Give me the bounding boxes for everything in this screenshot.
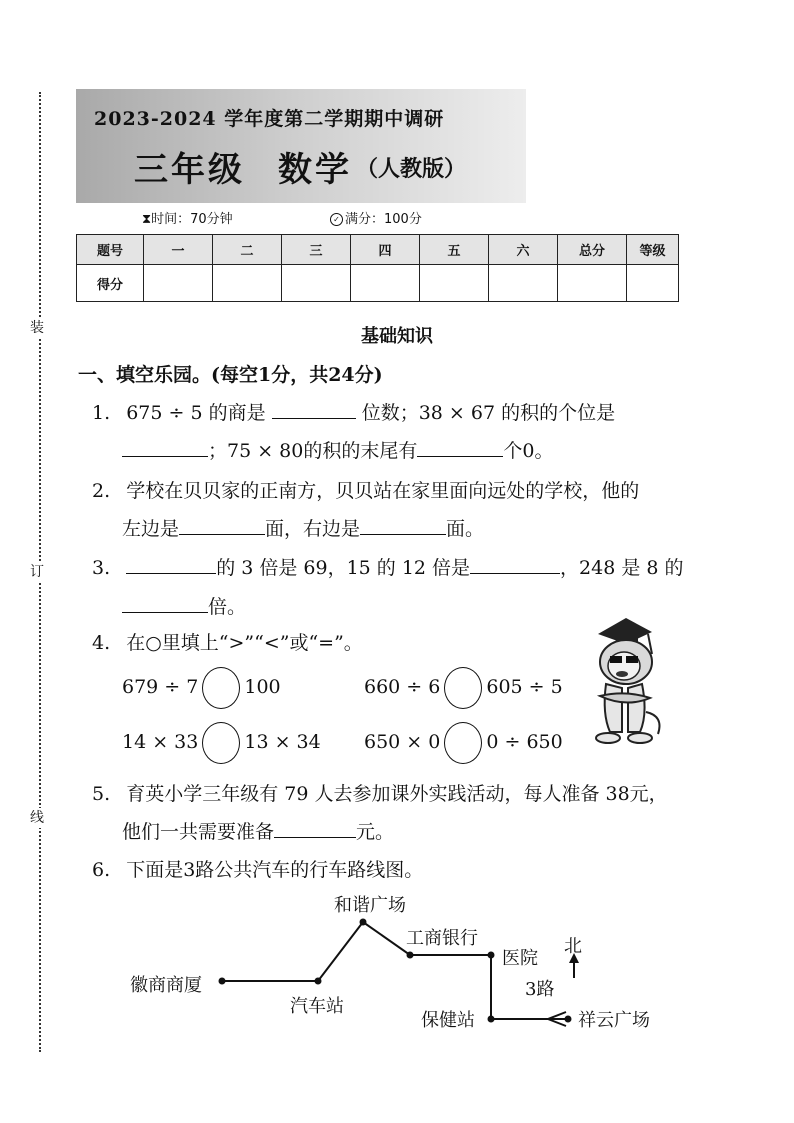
question-number: 2. [92,480,111,502]
score-head-cell: 题号 [77,235,144,265]
question-text: 倍。 [208,596,247,618]
compare-right: 100 [244,676,281,698]
stop-dot [488,1016,495,1023]
stop-label: 医院 [502,948,538,969]
question-text: 位数；38 × 67 的积的个位是 [361,402,616,424]
question-text: ，248 是 8 的 [560,557,684,579]
question-number: 6. [92,859,111,881]
stop-dot [407,952,414,959]
question-text: 在○里填上“>”“<”或“=”。 [126,632,363,654]
section-title: 基础知识 [361,326,433,347]
stop-dot [565,1016,572,1023]
question-text: 面。 [446,518,485,540]
compare-right: 605 ÷ 5 [486,676,563,698]
stop-dot [360,919,367,926]
question-number: 4. [92,632,111,654]
compare-left: 660 ÷ 6 [364,676,441,698]
margin-label-xian: 线 [30,810,44,826]
question-text: 面，右边是 [265,518,361,540]
score-row-label: 得分 [77,265,144,302]
question-number: 5. [92,783,111,805]
edition-label: （人教版） [356,156,467,182]
question-text: ；75 × 80的积的末尾有 [208,440,418,462]
question-text: 左边是 [122,518,180,540]
subject-title: 数学 [278,150,352,190]
north-label: 北 [564,936,582,957]
hourglass-icon: ⧗ [142,212,152,227]
stop-dot [219,978,226,985]
score-head-cell: 三 [282,235,351,265]
part1-title: 一、填空乐园。(每空1分，共24分) [78,364,383,386]
stop-label: 工商银行 [406,928,478,949]
bus-route-label: 3路 [525,979,555,1000]
exam-time: ⧗时间：70分钟 [142,212,233,227]
margin-label-zhuang: 装 [30,320,44,336]
score-head-cell: 六 [489,235,558,265]
question-text: 675 ÷ 5 的商是 [126,402,266,424]
exam-term: 2023-2024 学年度第二学期期中调研 [94,108,445,130]
route-path [222,922,568,1019]
question-text: 他们一共需要准备 [122,821,275,843]
score-head-cell: 一 [144,235,213,265]
stop-dot [315,978,322,985]
check-circle-icon: ✓ [330,213,343,226]
compare-right: 13 × 34 [244,731,321,753]
score-head-cell: 等级 [627,235,679,265]
question-text: 个0。 [503,440,554,462]
compare-right: 0 ÷ 650 [486,731,563,753]
stop-dot [488,952,495,959]
question-number: 3. [92,557,111,579]
stop-label: 祥云广场 [578,1010,650,1031]
score-head-cell: 五 [420,235,489,265]
question-text: 元。 [356,821,395,843]
exam-full-score: ✓ 满分：100分 [330,208,422,227]
question-text: 下面是3路公共汽车的行车路线图。 [126,859,424,881]
score-head-cell: 四 [351,235,420,265]
question-text: 学校在贝贝家的正南方，贝贝站在家里面向远处的学校，他的 [126,480,640,502]
margin-label-ding: 订 [30,564,44,580]
stop-label: 徽商商厦 [130,975,202,996]
compare-left: 14 × 33 [122,731,199,753]
question-text: 育英小学三年级有 79 人去参加课外实践活动，每人准备 38元， [126,783,668,805]
score-head-cell: 总分 [558,235,627,265]
stop-label: 汽车站 [290,996,344,1017]
grade-title: 三年级 [134,150,245,190]
stop-label: 和谐广场 [334,895,406,916]
question-number: 1. [92,402,111,424]
score-head-cell: 二 [213,235,282,265]
question-text: 的 3 倍是 69，15 的 12 倍是 [216,557,471,579]
compare-left: 650 × 0 [364,731,441,753]
compare-left: 679 ÷ 7 [122,676,199,698]
stop-label: 保健站 [421,1010,475,1031]
